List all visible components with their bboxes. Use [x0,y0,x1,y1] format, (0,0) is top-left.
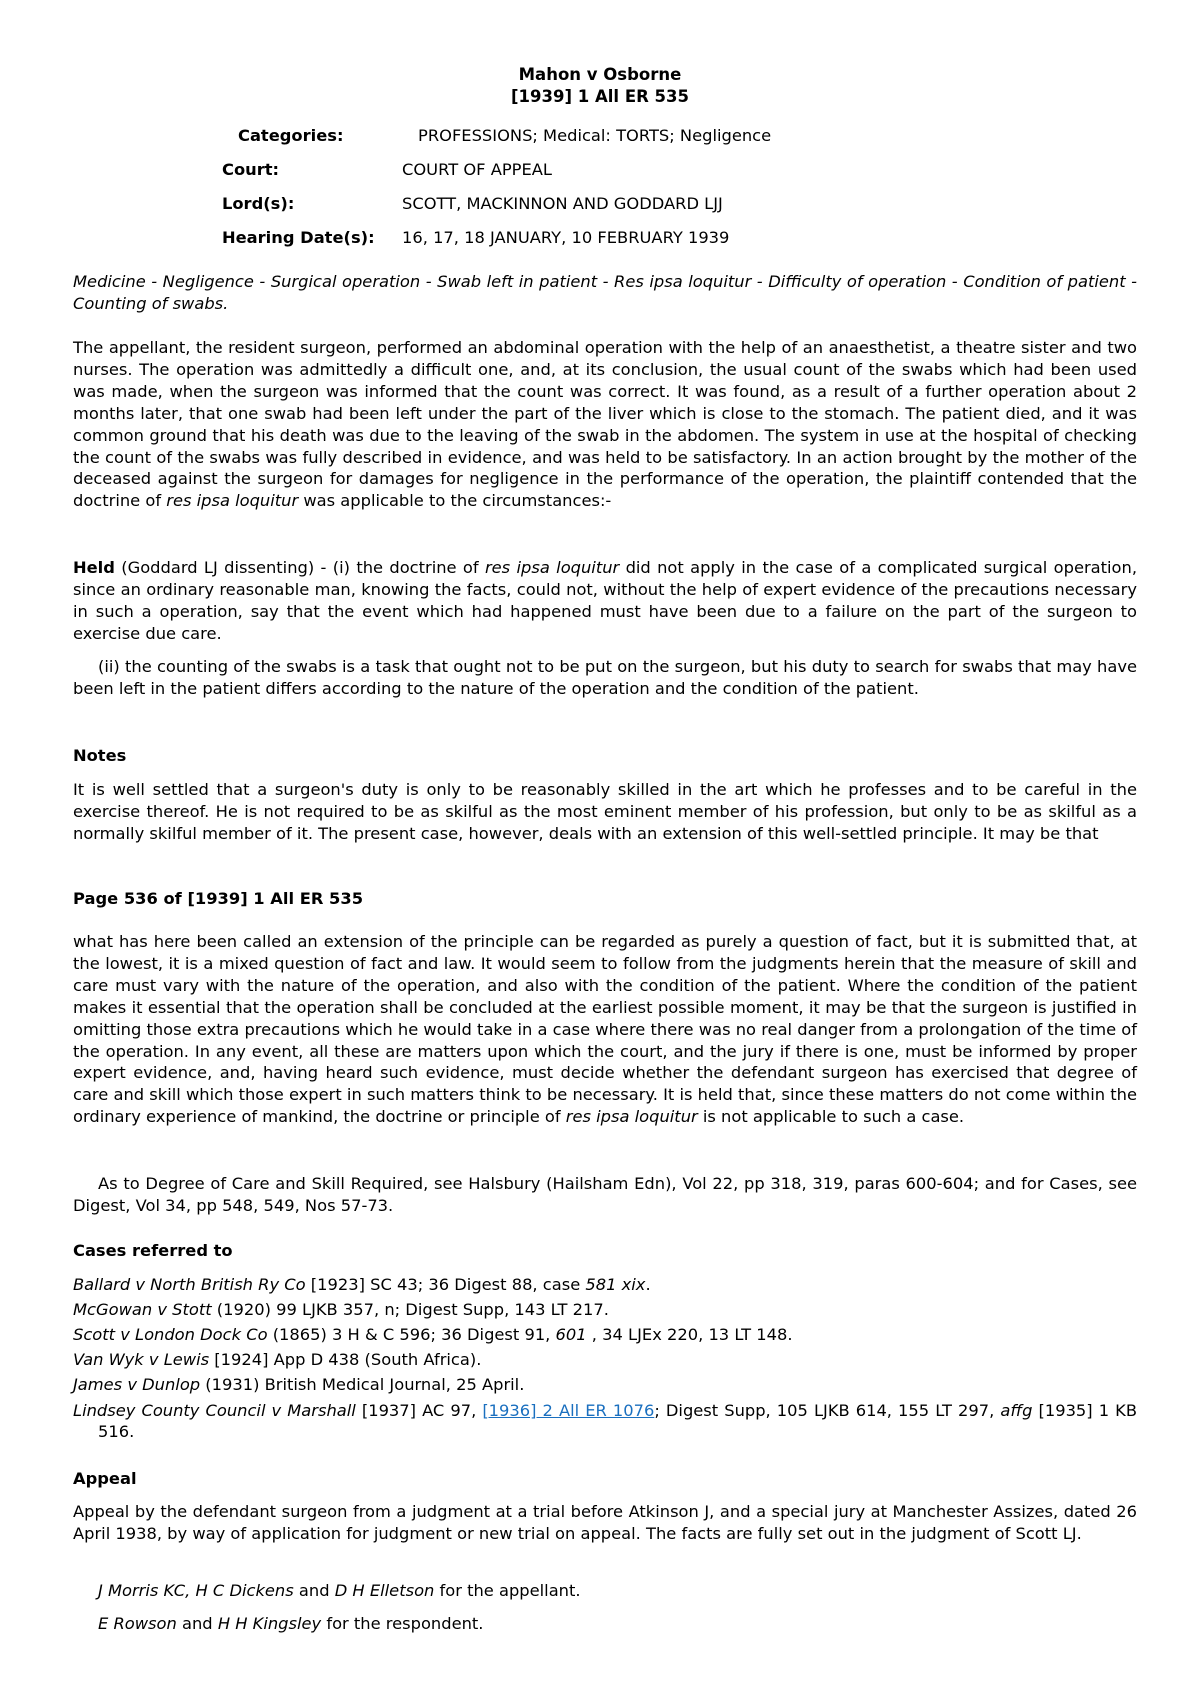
page-marker: Page 536 of [1939] 1 All ER 535 [73,889,364,908]
case-item: Ballard v North British Ry Co [1923] SC 43; 36 Digest 88, case 581 xix. [73,1275,651,1294]
notes-heading: Notes [73,746,127,765]
categories-value: PROFESSIONS; Medical: TORTS; Negligence [418,125,772,145]
case-item: Scott v London Dock Co (1865) 3 H & C 596; 36 Digest 91, 601 , 34 LJEx 220, 13 LT 148. [73,1325,793,1344]
appellant-counsel: J Morris KC, H C Dickens and D H Elletson for the appellant. [98,1581,581,1600]
court-row [222,152,771,186]
cases-list [73,1272,1137,1442]
citation-link[interactable]: [1936] 2 All ER 1076 [482,1401,655,1420]
case-metadata-table [222,118,771,254]
case-title: Mahon v Osborne [518,65,682,84]
held-label: Held [73,558,115,577]
respondent-counsel: E Rowson and H H Kingsley for the respondent. [98,1614,484,1633]
case-item: McGowan v Stott (1920) 99 LJKB 357, n; Digest Supp, 143 LT 217. [73,1300,609,1319]
court-label: Court: [222,159,280,179]
case-item: Van Wyk v Lewis [1924] App D 438 (South Africa). [73,1350,482,1369]
hearing-value: 16, 17, 18 JANUARY, 10 FEBRUARY 1939 [402,227,730,247]
appeal-heading: Appeal [73,1469,137,1488]
facts-paragraph: The appellant, the resident surgeon, performed an abdominal operation with the help of an anaesthetist, a theatre sister and two nurses. The operation was admittedly a difficult one, and, at its conclusion, the usual count of the swabs which had been used was made, when the surgeon was informed that the count was correct. It was found, as a result of a further operation about 2 months later, that one swab had been left under the part of the liver which is close to the stomach. The patient died, and it was common ground that his death was due to the leaving of the swab in the abdomen. The system in use at the hospital of checking the count of the swabs was fully described in evidence, and was held to be satisfactory. In an action brought by the mother of the deceased against the surgeon for damages for negligence in the performance of the operation, the plaintiff contended that the doctrine of res ipsa loquitur was applicable to the circumstances:- [73,338,1137,511]
held-paragraph: Held (Goddard LJ dissenting) - (i) the doctrine of res ipsa loquitur did not apply in the case of a complicated surgical operation, since an ordinary reasonable man, knowing the facts, could not, without the help of expert evidence of the precautions necessary in such a operation, say that the event which had happened must have been due to a failure on the part of the surgeon to exercise due care. [73,558,1138,643]
notes-paragraph-1: It is well settled that a surgeon's duty is only to be reasonably skilled in the art which he professes and to be careful in the exercise thereof. He is not required to be as skilful as the most eminent member of his profession, but only to be as skilful as a normally skilful member of it. The present case, however, deals with an extension of this well-settled principle. It may be that [73,780,1137,843]
notes-paragraph-2: what has here been called an extension of the principle can be regarded as purely a question of fact, but it is submitted that, at the lowest, it is a mixed question of fact and law. It would seem to follow from the judgments herein that the measure of skill and care must vary with the nature of the operation, and also with the condition of the patient. Where the condition of the patient makes it essential that the operation shall be concluded at the earliest possible moment, it may be that the surgeon is justified in omitting those extra precautions which he would take in a case where there was no real danger from a prolongation of the time of the operation. In any event, all these are matters upon which the court, and the jury if there is one, must be informed by proper expert evidence, and, having heard such evidence, must decide whether the defendant surgeon has exercised that degree of care and skill which those expert in such matters think to be necessary. It is held that, since these matters do not come within the ordinary experience of mankind, the doctrine or principle of res ipsa loquitur is not applicable to such a case. [73,932,1137,1127]
case-citation: [1939] 1 All ER 535 [511,87,689,106]
lords-value: SCOTT, MACKINNON AND GODDARD LJJ [402,193,723,213]
appeal-paragraph: Appeal by the defendant surgeon from a judgment at a trial before Atkinson J, and a special jury at Manchester Assizes, dated 26 April 1938, by way of application for judgment or new trial on appeal. The facts are fully set out in the judgment of Scott LJ. [73,1502,1137,1543]
categories-row [222,118,771,152]
categories-label: Categories: [238,125,344,145]
court-value: COURT OF APPEAL [402,159,552,179]
lords-label: Lord(s): [222,193,295,213]
lords-row [222,186,771,220]
notes-paragraph-3: As to Degree of Care and Skill Required, see Halsbury (Hailsham Edn), Vol 22, pp 318, 319, paras 600-604; and for Cases, see Digest, Vol 34, pp 548, 549, Nos 57-73. [73,1174,1137,1215]
case-item: Lindsey County Council v Marshall [1937] AC 97, [1936] 2 All ER 1076; Digest Supp, 105 LJKB 614, 155 LT 297, affg [1935] 1 KB 516. [73,1401,1137,1441]
case-item: James v Dunlop (1931) British Medical Journal, 25 April. [73,1375,525,1394]
held-paragraph-2: (ii) the counting of the swabs is a task that ought not to be put on the surgeon, but his duty to search for swabs that may have been left in the patient differs according to the nature of the operation and the condition of the patient. [73,657,1137,698]
cases-heading: Cases referred to [73,1241,233,1260]
hearing-label: Hearing Date(s): [222,227,375,247]
hearing-row [222,220,771,254]
catchwords: Medicine - Negligence - Surgical operation - Swab left in patient - Res ipsa loquitur - Difficulty of operation - Condition of patient - Counting of swabs. [73,272,1137,313]
